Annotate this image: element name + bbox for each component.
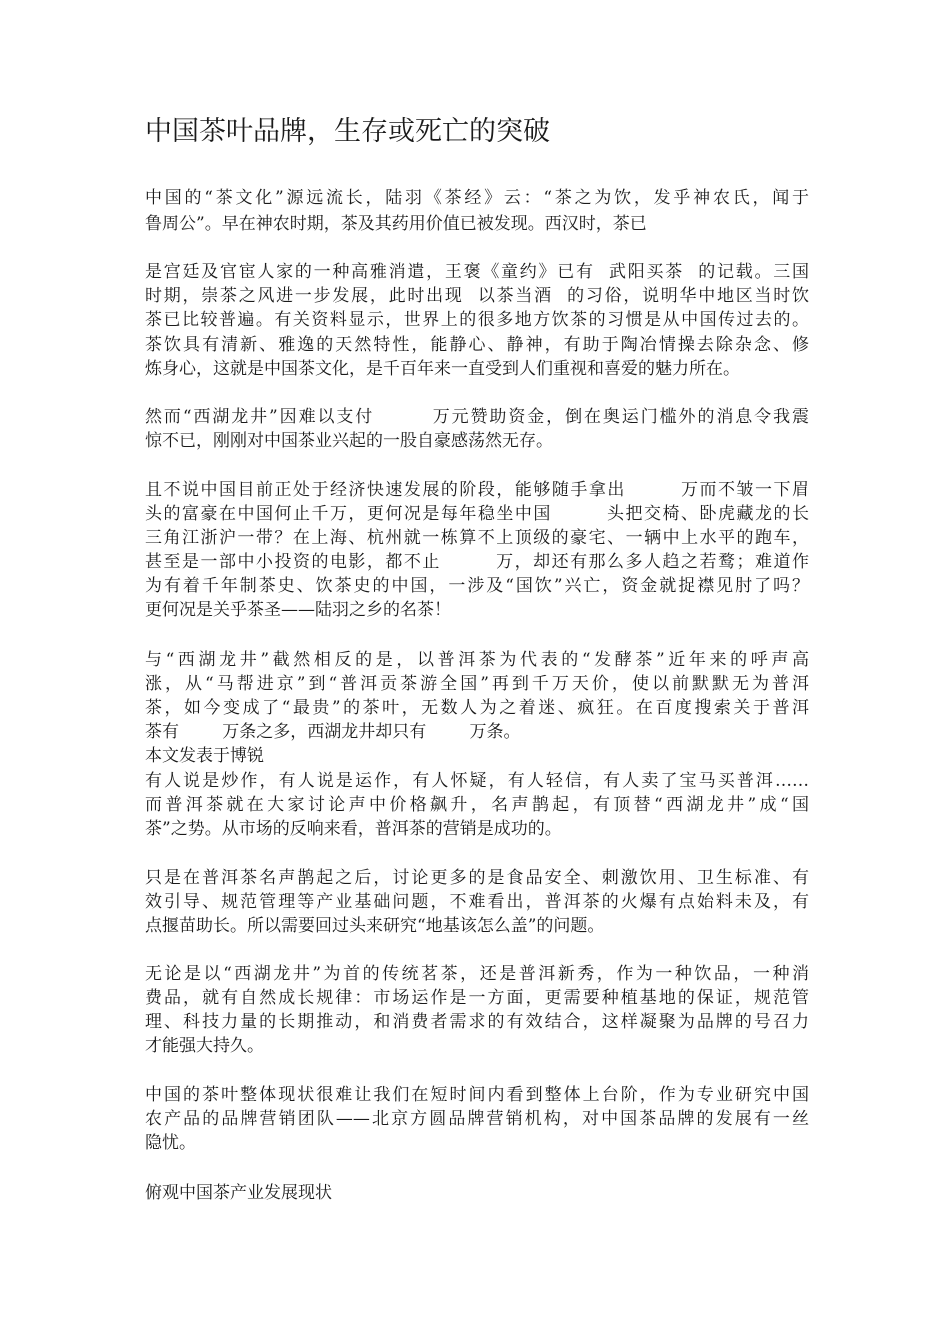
- text-line: 效引导、规范管理等产业基础问题，不难看出，普洱茶的火爆有点始料未及，有: [145, 892, 809, 912]
- text-line: 才能强大持久。: [145, 1036, 264, 1056]
- text-line: 为有着千年制茶史、饮茶史的中国，一涉及“国饮”兴亡，资金就捉襟见肘了吗？: [145, 576, 809, 596]
- text-line: 三角江浙沪一带？在上海、杭州就一栋算不上顶级的豪宅、一辆中上水平的跑车，: [145, 528, 809, 548]
- section-heading: 俯观中国茶产业发展现状: [145, 1183, 332, 1203]
- text-line: 只是在普洱茶名声鹊起之后，讨论更多的是食品安全、刺激饮用、卫生标准、有: [145, 868, 809, 888]
- document-title: 中国茶叶品牌，生存或死亡的突破: [145, 116, 550, 147]
- text-line: 然而“西湖龙井”因难以支付 万元赞助资金，倒在奥运门槛外的消息令我震: [145, 407, 809, 427]
- text-line: 隐忧。: [145, 1133, 196, 1153]
- text-line: 更何况是关乎茶圣——陆羽之乡的名茶！: [145, 600, 451, 620]
- text-line: 时期，崇茶之风进一步发展，此时出现 以茶当酒 的习俗，说明华中地区当时饮: [145, 286, 809, 306]
- text-line: 中国的茶叶整体现状很难让我们在短时间内看到整体上台阶，作为专业研究中国: [145, 1085, 809, 1105]
- text-line: 茶饮具有清新、雅逸的天然特性，能静心、静神，有助于陶冶情操去除杂念、修: [145, 335, 809, 355]
- text-line: 农产品的品牌营销团队——北京方圆品牌营销机构，对中国茶品牌的发展有一丝: [145, 1109, 809, 1129]
- text-line: 且不说中国目前正处于经济快速发展的阶段，能够随手拿出 万而不皱一下眉: [145, 480, 809, 500]
- text-line: 惊不已，刚刚对中国茶业兴起的一股自豪感荡然无存。: [145, 431, 553, 451]
- text-line: 是宫廷及官宦人家的一种高雅消遣，王褒《童约》已有 武阳买茶 的记载。三国: [145, 262, 809, 282]
- publication-note: 本文发表于博锐: [145, 746, 264, 766]
- text-line: 茶”之势。从市场的反响来看，普洱茶的营销是成功的。: [145, 819, 562, 839]
- text-line: 茶有 万条之多，西湖龙井却只有 万条。: [145, 722, 521, 742]
- text-line: 无论是以“西湖龙井”为首的传统茗茶，还是普洱新秀，作为一种饮品，一种消: [145, 964, 809, 984]
- text-line: 有人说是炒作，有人说是运作，有人怀疑，有人轻信，有人卖了宝马买普洱……: [145, 771, 809, 791]
- text-line: 费品，就有自然成长规律：市场运作是一方面，更需要种植基地的保证，规范管: [145, 988, 809, 1008]
- text-line: 涨，从“马帮进京”到“普洱贡茶游全国”再到千万天价，使以前默默无为普洱: [145, 674, 809, 694]
- text-line: 茶，如今变成了“最贵”的茶叶，无数人为之着迷、疯狂。在百度搜索关于普洱: [145, 698, 809, 718]
- text-line: 中国的“茶文化”源远流长，陆羽《茶经》云：“茶之为饮，发乎神农氏，闻于: [145, 188, 809, 208]
- text-line: 理、科技力量的长期推动，和消费者需求的有效结合，这样凝聚为品牌的号召力: [145, 1012, 809, 1032]
- text-line: 与“西湖龙井”截然相反的是，以普洱茶为代表的“发酵茶”近年来的呼声高: [145, 650, 809, 670]
- text-line: 而普洱茶就在大家讨论声中价格飙升，名声鹊起，有顶替“西湖龙井”成“国: [145, 795, 809, 815]
- text-line: 甚至是一部中小投资的电影，都不止 万，却还有那么多人趋之若鹜；难道作: [145, 552, 809, 572]
- text-line: 头的富豪在中国何止千万，更何况是每年稳坐中国 头把交椅、卧虎藏龙的长: [145, 504, 809, 524]
- text-line: 炼身心，这就是中国茶文化，是千百年来一直受到人们重视和喜爱的魅力所在。: [145, 359, 740, 379]
- text-line: 点揠苗助长。所以需要回过头来研究“地基该怎么盖”的问题。: [145, 916, 605, 936]
- text-line: 鲁周公”。早在神农时期，茶及其药用价值已被发现。西汉时，茶已: [145, 214, 647, 234]
- text-line: 茶已比较普遍。有关资料显示，世界上的很多地方饮茶的习惯是从中国传过去的。: [145, 310, 809, 330]
